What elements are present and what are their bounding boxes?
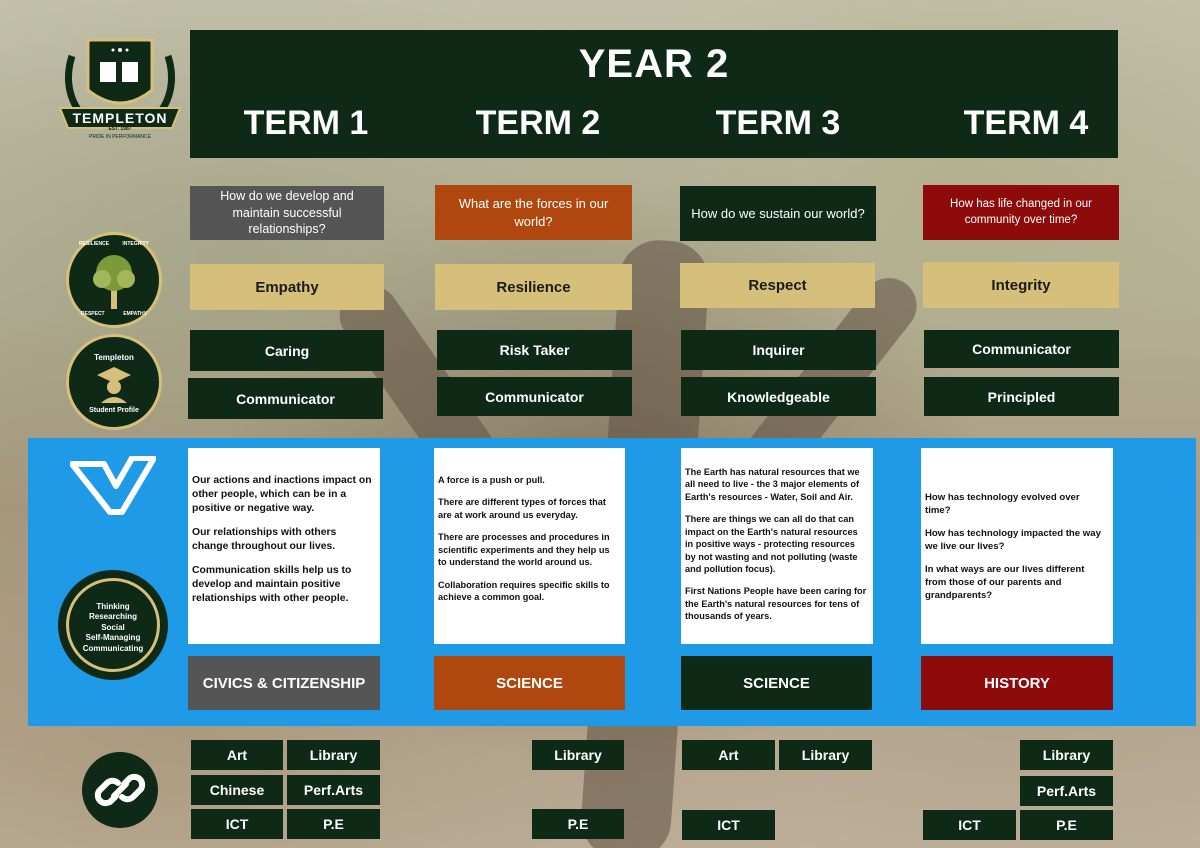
trait-term-3-a: Inquirer xyxy=(681,330,876,370)
specialist-term-1-pe: P.E xyxy=(287,809,380,839)
specialist-term-2-pe: P.E xyxy=(532,809,624,839)
skill-researching: Researching xyxy=(88,612,138,622)
specialist-term-4-ict: ICT xyxy=(923,810,1016,840)
value-term-4: Integrity xyxy=(923,262,1119,308)
trait-term-3-b: Knowledgeable xyxy=(681,377,876,416)
card-2-paragraph: There are processes and procedures in scientific experiments and they help us to understand the world around us. xyxy=(438,532,610,568)
card-4-paragraph: In what ways are our lives different from those of our parents and grandparents? xyxy=(925,563,1085,601)
specialist-term-2-library: Library xyxy=(532,740,624,770)
trait-term-4-b: Principled xyxy=(924,377,1119,416)
badge-word-resilience: RESILIENCE xyxy=(79,241,110,247)
specialist-term-4-pe: P.E xyxy=(1020,810,1113,840)
badge-word-empathy: EMPATHY xyxy=(123,311,147,317)
specialist-term-3-art: Art xyxy=(682,740,775,770)
card-4-paragraph: How has technology impacted the way we live our lives? xyxy=(925,527,1101,552)
value-term-3: Respect xyxy=(680,263,875,308)
skill-thinking: Thinking xyxy=(96,602,130,611)
trait-term-1-a: Caring xyxy=(190,330,384,371)
understandings-card-term-2 xyxy=(434,448,625,644)
skill-social: Social xyxy=(101,622,125,632)
checkmark-v-icon xyxy=(70,456,156,516)
header-banner xyxy=(190,30,1118,158)
skill-self-managing: Self-Managing xyxy=(85,633,141,643)
specialist-term-4-perf-arts: Perf.Arts xyxy=(1020,776,1113,806)
trait-term-1-b: Communicator xyxy=(188,378,383,419)
card-2-paragraph: A force is a push or pull. xyxy=(438,475,545,485)
inquiry-question-term-1: How do we develop and maintain successful relationships? xyxy=(190,186,384,240)
specialist-term-1-ict: ICT xyxy=(191,809,283,839)
understandings-card-term-3 xyxy=(681,448,873,644)
school-logo xyxy=(58,36,182,142)
specialist-term-1-art: Art xyxy=(191,740,283,770)
subject-term-4: HISTORY xyxy=(921,656,1113,710)
student-profile-badge xyxy=(66,334,162,430)
value-term-1: Empathy xyxy=(190,264,384,310)
card-1-paragraph: Communication skills help us to develop and maintain positive relationships with other people. xyxy=(192,565,352,605)
trait-term-4-a: Communicator xyxy=(924,330,1119,368)
card-1-paragraph: Our relationships with others change throughout our lives. xyxy=(192,527,337,553)
subject-term-1: CIVICS & CITIZENSHIP xyxy=(188,656,380,710)
school-est: EST. 1987 xyxy=(108,126,132,132)
specialist-term-4-library: Library xyxy=(1020,740,1113,770)
badge-word-respect: RESPECT xyxy=(81,311,105,317)
card-3-paragraph: The Earth has natural resources that we all need to live - the 3 major elements of Earth's resources - Water, Soil and Air. xyxy=(685,467,860,502)
profile-badge-subtitle: Student Profile xyxy=(89,407,139,414)
card-3-paragraph: There are things we can all do that can impact on the Earth's natural resources in positive ways - protecting resources by not wasting and not polluting (waste and pollution focus). xyxy=(685,514,858,574)
subject-term-3: SCIENCE xyxy=(681,656,872,710)
term-3-title: TERM 3 xyxy=(715,104,841,142)
year-title: YEAR 2 xyxy=(578,42,730,86)
term-1-title: TERM 1 xyxy=(243,104,369,142)
school-values-badge xyxy=(66,232,162,328)
specialist-term-1-perf-arts: Perf.Arts xyxy=(287,775,380,805)
specialist-term-1-chinese: Chinese xyxy=(191,775,283,805)
understandings-card-term-4 xyxy=(921,448,1113,644)
learning-skills-badge xyxy=(58,570,168,680)
school-motto: PRIDE IN PERFORMANCE xyxy=(89,134,151,140)
value-term-2: Resilience xyxy=(435,264,632,310)
trait-term-2-a: Risk Taker xyxy=(437,330,632,370)
specialist-term-1-library: Library xyxy=(287,740,380,770)
specialist-term-3-ict: ICT xyxy=(682,810,775,840)
subject-term-2: SCIENCE xyxy=(434,656,625,710)
victorian-curriculum-logo xyxy=(70,456,156,516)
link-icon xyxy=(82,752,158,828)
inquiry-question-term-2: What are the forces in our world? xyxy=(435,185,632,240)
card-3-paragraph: First Nations People have been caring for the Earth's natural resources for tens of thousands of years. xyxy=(685,586,867,622)
term-2-title: TERM 2 xyxy=(475,104,601,142)
profile-badge-title: Templeton xyxy=(94,353,134,362)
specialist-link-badge xyxy=(82,752,158,828)
card-2-paragraph: There are different types of forces that are at work around us everyday. xyxy=(438,497,606,520)
inquiry-question-term-3: How do we sustain our world? xyxy=(680,186,876,241)
card-2-paragraph: Collaboration requires specific skills to achieve a common goal. xyxy=(438,579,610,602)
trait-term-2-b: Communicator xyxy=(437,377,632,416)
badge-word-integrity: INTEGRITY xyxy=(122,241,149,247)
card-4-paragraph: How has technology evolved over time? xyxy=(925,492,1080,516)
card-1-paragraph: Our actions and inactions impact on other people, which can be in a positive or negative way. xyxy=(192,475,372,515)
understandings-card-term-1 xyxy=(188,448,380,644)
school-name: TEMPLETON xyxy=(72,110,168,126)
graduate-icon xyxy=(69,363,159,403)
specialist-term-3-library: Library xyxy=(779,740,872,770)
term-4-title: TERM 4 xyxy=(963,104,1089,142)
skill-communicating: Communicating xyxy=(82,643,144,653)
inquiry-question-term-4: How has life changed in our community over time? xyxy=(923,185,1119,240)
